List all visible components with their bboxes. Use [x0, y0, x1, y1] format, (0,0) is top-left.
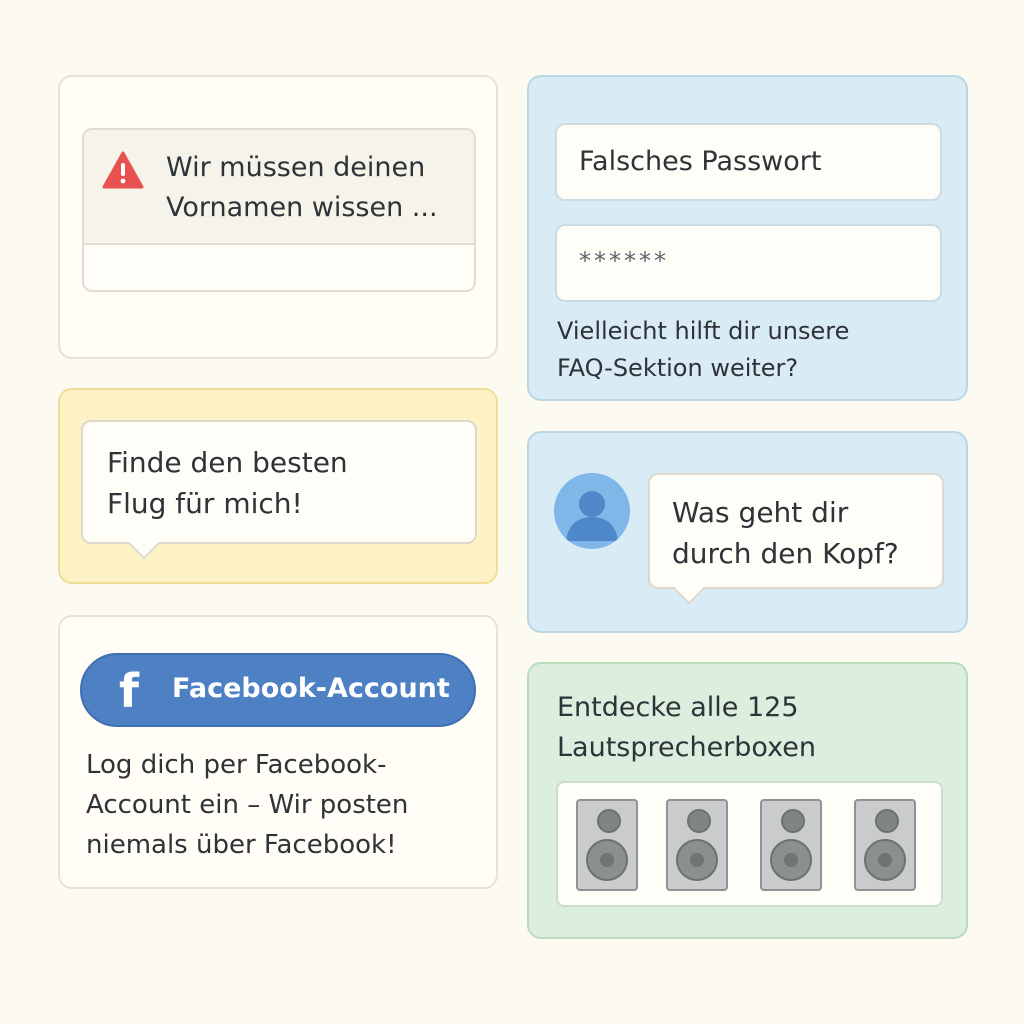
- speaker-woofer: [770, 839, 812, 881]
- speaker-icon[interactable]: [576, 799, 638, 891]
- speaker-tweeter: [597, 809, 621, 833]
- speaker-woofer: [676, 839, 718, 881]
- password-error-field: [555, 123, 942, 201]
- speaker-catalog-title[interactable]: Entdecke alle 125 Lautsprecherboxen: [557, 692, 816, 763]
- facebook-login-description: Log dich per Facebook- Account ein – Wir posten niemals über Facebook!: [86, 750, 409, 860]
- speaker-tweeter: [781, 809, 805, 833]
- speaker-list: [556, 781, 943, 907]
- speaker-woofer: [864, 839, 906, 881]
- speaker-tweeter: [687, 809, 711, 833]
- flight-request-bubble[interactable]: [81, 420, 477, 544]
- speaker-tweeter: [875, 809, 899, 833]
- error-banner: [84, 130, 474, 245]
- speaker-catalog-card: [527, 662, 968, 939]
- facebook-button-label: Facebook-Account: [172, 673, 450, 704]
- password-error-title: Falsches Passwort: [579, 146, 822, 177]
- wrong-password-card: [527, 75, 968, 401]
- speaker-icon[interactable]: [760, 799, 822, 891]
- error-message: Wir müssen deinen Vornamen wissen ...: [166, 152, 438, 223]
- error-message-card: [58, 75, 498, 359]
- chat-prompt-bubble[interactable]: [648, 473, 944, 589]
- flight-request-text: Finde den besten Flug für mich!: [107, 446, 348, 520]
- name-field-with-error: [82, 128, 476, 292]
- speaker-woofer: [586, 839, 628, 881]
- first-name-input[interactable]: [84, 245, 474, 290]
- warning-triangle-icon: [102, 150, 144, 190]
- faq-hint: Vielleicht hilft dir unsere FAQ-Sektion weiter?: [557, 317, 850, 382]
- facebook-login-button[interactable]: [80, 653, 476, 727]
- password-input[interactable]: [555, 224, 942, 302]
- chat-prompt-text: Was geht dir durch den Kopf?: [672, 496, 899, 570]
- speaker-icon[interactable]: [666, 799, 728, 891]
- chat-prompt-card: [527, 431, 968, 633]
- user-avatar-icon: [554, 473, 630, 549]
- password-mask: ******: [579, 247, 669, 275]
- speaker-icon[interactable]: [854, 799, 916, 891]
- facebook-login-card: [58, 615, 498, 889]
- flight-request-card: [58, 388, 498, 584]
- facebook-icon: f: [118, 664, 139, 718]
